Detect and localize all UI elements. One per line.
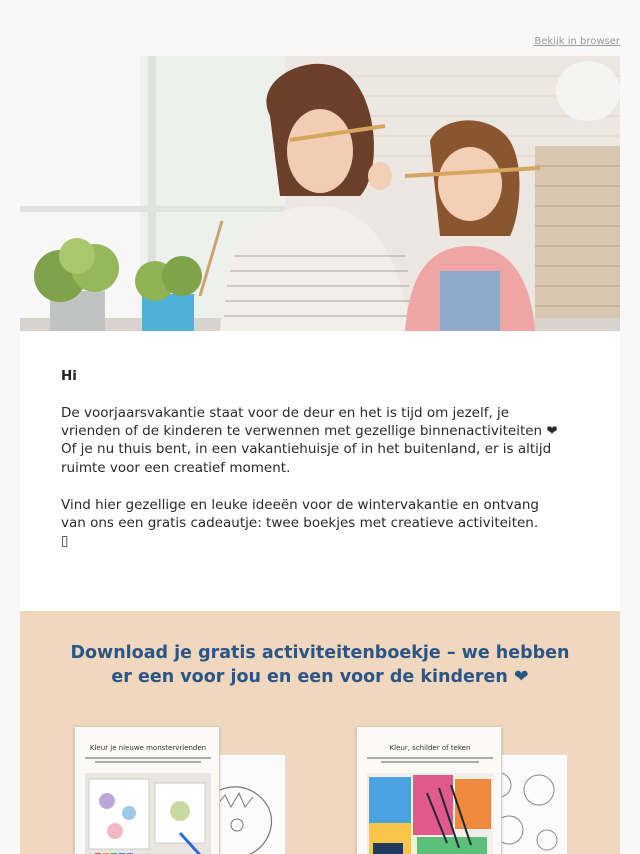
offer-line: Vind hier gezellige en leuke ideeën voor de wintervakantie en ontvang	[61, 496, 540, 513]
message-body	[20, 331, 620, 611]
activity-book-monsters[interactable]	[74, 726, 289, 854]
download-promo-section	[20, 611, 620, 854]
intro-paragraph	[61, 404, 579, 477]
promo-heading-line: Download je gratis activiteitenboekje – we hebben	[70, 643, 570, 663]
book-subtitle-text	[367, 756, 493, 764]
offer-paragraph	[61, 496, 579, 551]
book-cover-image	[367, 773, 493, 854]
book-title: Kleur, schilder of teken	[389, 744, 471, 752]
book-cover	[356, 726, 502, 854]
intro-line: De voorjaarsvakantie staat voor de deur en het is tijd om jezelf, je	[61, 405, 510, 421]
greeting: Hi	[61, 368, 77, 384]
email-header	[0, 0, 640, 56]
promo-heading-line: er een voor jou en een voor de kinderen ❤	[111, 667, 529, 687]
intro-line: vrienden of de kinderen te verwennen met gezellige binnenactiviteiten ❤	[61, 423, 558, 440]
promo-heading	[20, 641, 620, 689]
view-in-browser-link[interactable]: Bekijk in browser	[534, 36, 620, 47]
offer-line: ▯	[61, 533, 69, 550]
hero-image	[20, 56, 620, 331]
book-subtitle-text	[85, 756, 211, 764]
activity-book-paint[interactable]	[356, 726, 571, 854]
offer-line: van ons een gratis cadeautje: twee boekjes met creatieve activiteiten.	[61, 515, 539, 532]
book-title: Kleur je nieuwe monstervrienden	[89, 744, 207, 752]
intro-line: ruimte voor een creatief moment.	[61, 459, 291, 476]
book-cover	[74, 726, 220, 854]
intro-line: Of je nu thuis bent, in een vakantiehuisje of in het buitenland, er is altijd	[61, 441, 552, 458]
book-cover-image	[85, 773, 211, 854]
